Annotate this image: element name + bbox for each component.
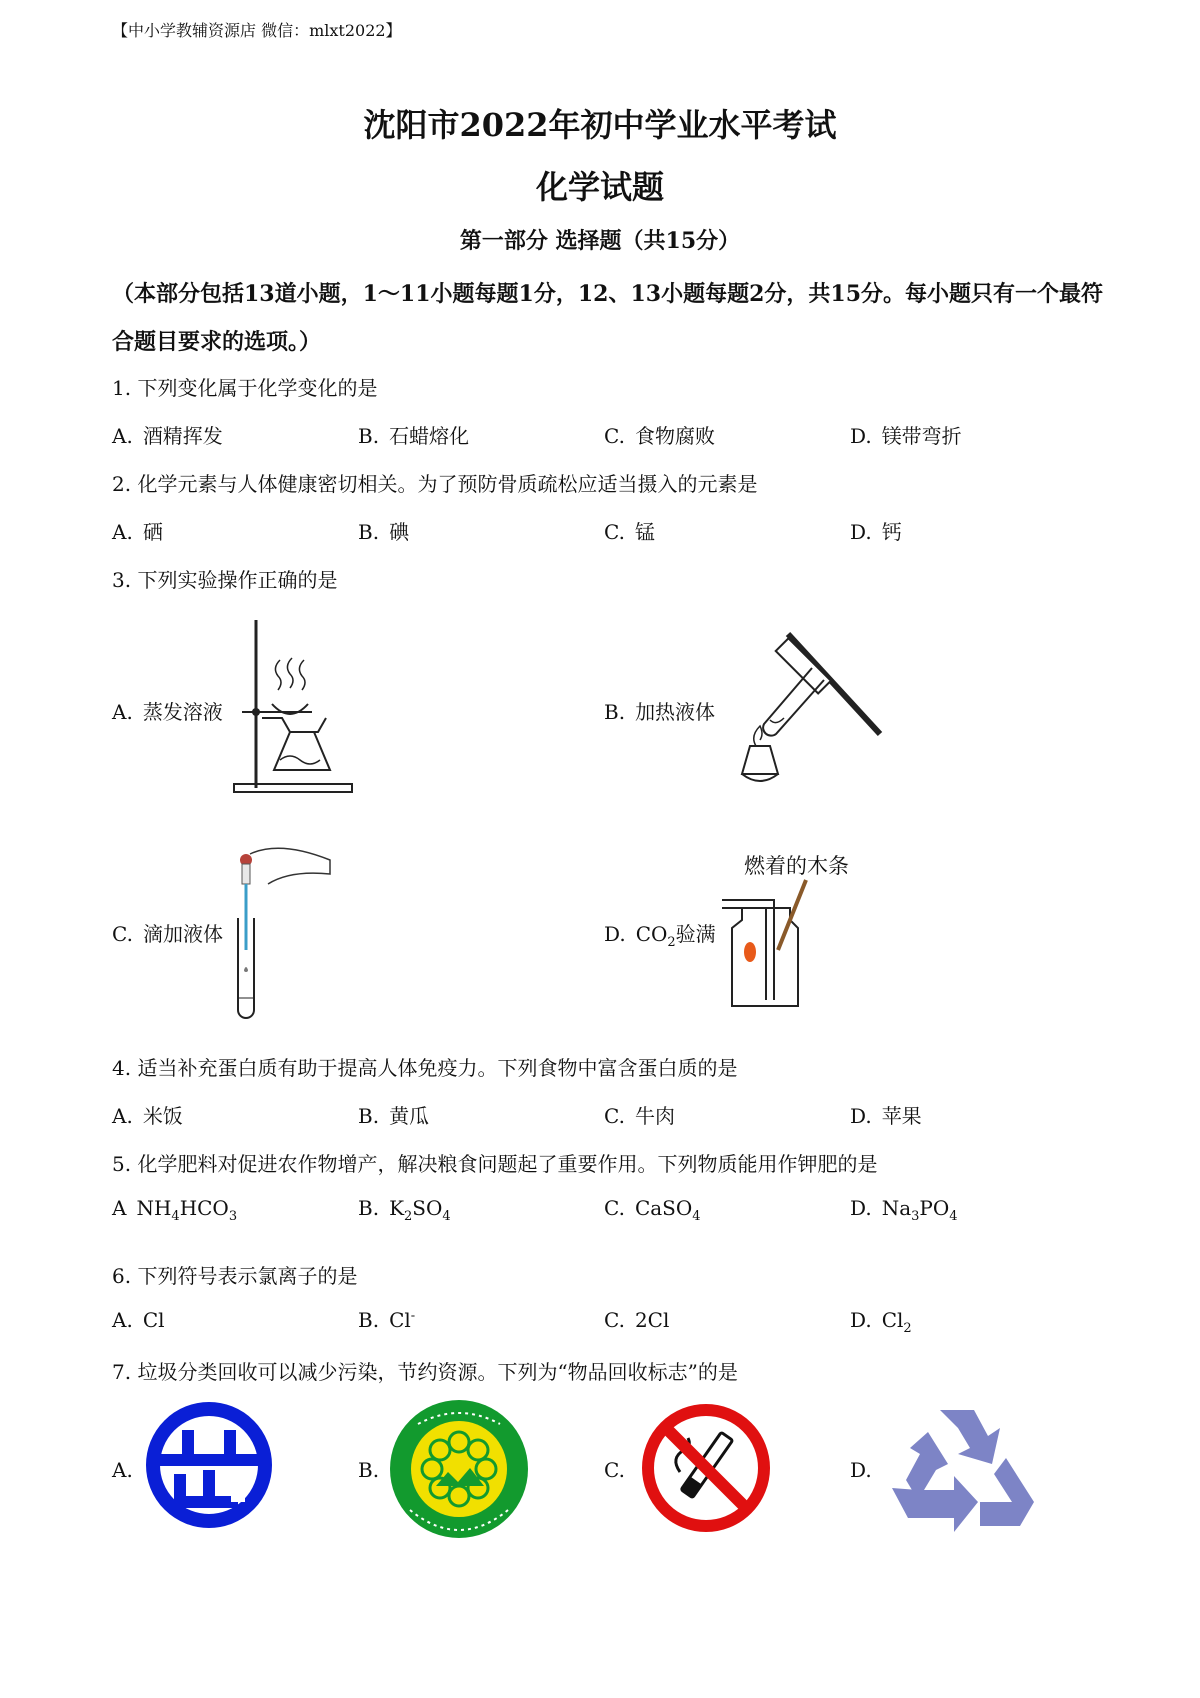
option-key: B.	[358, 520, 380, 544]
q4-option-b[interactable]	[358, 1100, 429, 1129]
recycle-icon[interactable]	[888, 1402, 1038, 1536]
subscript: 4	[171, 1209, 180, 1224]
option-key: B.	[604, 700, 626, 724]
dropper-test-tube-icon	[232, 842, 332, 1022]
china-environmental-label-icon[interactable]	[388, 1398, 530, 1540]
q1-option-c[interactable]	[604, 420, 715, 449]
option-text: 石蜡熔化	[389, 424, 470, 448]
evaporation-apparatus-icon	[232, 620, 362, 795]
subscript: 2	[903, 1321, 912, 1336]
header-note: 【中小学教辅资源店 微信：mlxt2022】	[112, 21, 402, 40]
q2-option-a[interactable]	[112, 516, 163, 545]
q5-option-b[interactable]	[358, 1196, 451, 1224]
question-7-stem: 7. 垃圾分类回收可以减少污染，节约资源。下列为“物品回收标志”的是	[112, 1360, 738, 1384]
option-text: Cl	[881, 1308, 904, 1332]
blue-circle-logo-icon[interactable]	[146, 1402, 272, 1528]
q2-option-c[interactable]	[604, 516, 655, 545]
part-title: 第一部分 选择题（共15分）	[459, 228, 741, 254]
q5-option-a[interactable]	[112, 1196, 237, 1224]
no-smoking-icon[interactable]	[640, 1402, 772, 1534]
subscript: 3	[911, 1209, 920, 1224]
option-key: C.	[604, 424, 625, 448]
formula-part: HCO	[179, 1196, 229, 1220]
option-key: A.	[112, 424, 133, 448]
q7-option-d-key[interactable]: D.	[850, 1458, 872, 1482]
option-text: Cl	[142, 1308, 165, 1332]
q2-option-d[interactable]	[850, 516, 902, 545]
q1-option-d[interactable]	[850, 420, 962, 449]
question-3-stem: 3. 下列实验操作正确的是	[112, 568, 338, 592]
option-text: CO	[635, 922, 668, 946]
option-key: A.	[112, 1308, 133, 1332]
subscript: 2	[667, 935, 676, 950]
q2-option-b[interactable]	[358, 516, 409, 545]
option-text: 锰	[634, 520, 655, 544]
question-1-stem: 1. 下列变化属于化学变化的是	[112, 376, 378, 400]
q4-option-a[interactable]	[112, 1100, 183, 1129]
option-text: 碘	[389, 520, 410, 544]
subject-title: 化学试题	[535, 168, 664, 206]
option-text: 镁带弯折	[881, 424, 962, 448]
heating-liquid-apparatus-icon	[724, 628, 894, 793]
q7-option-a-key[interactable]: A.	[112, 1458, 133, 1482]
q3-option-c[interactable]	[112, 918, 223, 947]
option-text: 黄瓜	[389, 1104, 430, 1128]
question-5-stem: 5. 化学肥料对促进农作物增产，解决粮食问题起了重要作用。下列物质能用作钾肥的是	[112, 1152, 878, 1176]
option-key: D.	[604, 922, 626, 946]
q6-option-c[interactable]	[604, 1308, 669, 1332]
superscript: -	[410, 1308, 416, 1324]
option-key: D.	[850, 424, 872, 448]
formula-part: Na	[881, 1196, 912, 1220]
question-4-stem: 4. 适当补充蛋白质有助于提高人体免疫力。下列食物中富含蛋白质的是	[112, 1056, 738, 1080]
q7-option-c-key[interactable]: C.	[604, 1458, 625, 1482]
formula-part: SO	[412, 1196, 443, 1220]
option-key: C.	[604, 1308, 625, 1332]
option-key: B.	[358, 1196, 380, 1220]
option-text: 牛肉	[634, 1104, 675, 1128]
option-key: C.	[604, 520, 625, 544]
option-text: 蒸发溶液	[142, 700, 223, 724]
formula-part: K	[389, 1196, 405, 1220]
option-key: C.	[604, 1104, 625, 1128]
option-key: A.	[112, 700, 133, 724]
option-text: 酒精挥发	[142, 424, 223, 448]
option-key: D.	[850, 1104, 872, 1128]
option-text: 滴加液体	[142, 922, 223, 946]
q6-option-d[interactable]	[850, 1308, 912, 1336]
q3-option-b[interactable]	[604, 696, 715, 725]
question-6-stem: 6. 下列符号表示氯离子的是	[112, 1264, 358, 1288]
option-key: B.	[358, 1308, 380, 1332]
subscript: 2	[404, 1209, 413, 1224]
q6-option-a[interactable]	[112, 1308, 165, 1332]
option-text: 钙	[881, 520, 902, 544]
q1-option-a[interactable]	[112, 420, 223, 449]
q4-option-c[interactable]	[604, 1100, 675, 1129]
co2-collection-bottle-icon	[718, 880, 828, 1010]
option-text: 硒	[142, 520, 163, 544]
q3-option-a[interactable]	[112, 696, 223, 725]
option-text: 食物腐败	[634, 424, 715, 448]
q1-option-b[interactable]	[358, 420, 469, 449]
subscript: 3	[228, 1209, 238, 1224]
subscript: 4	[949, 1209, 958, 1224]
option-key: D.	[850, 520, 872, 544]
option-key: A	[112, 1196, 127, 1220]
q3-option-d[interactable]	[604, 918, 716, 950]
option-key: B.	[358, 1104, 380, 1128]
formula-part: NH	[136, 1196, 172, 1220]
option-key: D.	[850, 1196, 872, 1220]
exam-title: 沈阳市2022年初中学业水平考试	[363, 106, 837, 144]
q4-option-d[interactable]	[850, 1100, 922, 1129]
formula-part: CaSO	[634, 1196, 693, 1220]
option-key: C.	[112, 922, 133, 946]
option-text: 米饭	[142, 1104, 183, 1128]
q6-option-b[interactable]	[358, 1308, 415, 1332]
instructions: （本部分包括13道小题，1～11小题每题1分，12、13小题每题2分，共15分。每小题只有一个最符合题目要求的选项。）	[112, 281, 1104, 355]
option-key: A.	[112, 1104, 133, 1128]
question-2-stem: 2. 化学元素与人体健康密切相关。为了预防骨质疏松应适当摄入的元素是	[112, 472, 758, 496]
subscript: 4	[692, 1209, 701, 1224]
formula-part: PO	[919, 1196, 950, 1220]
q7-option-b-key[interactable]: B.	[358, 1458, 380, 1482]
option-text-suffix: 验满	[675, 922, 716, 946]
subscript: 4	[442, 1209, 451, 1224]
q5-option-d[interactable]	[850, 1196, 958, 1224]
option-text: Cl	[389, 1308, 411, 1332]
option-key: C.	[604, 1196, 625, 1220]
option-text: 苹果	[881, 1104, 922, 1128]
option-text: 加热液体	[635, 700, 716, 724]
option-key: D.	[850, 1308, 872, 1332]
option-key: A.	[112, 520, 133, 544]
option-key: B.	[358, 424, 380, 448]
q5-option-c[interactable]	[604, 1196, 701, 1224]
option-text: 2Cl	[634, 1308, 670, 1332]
burning-stick-label: 燃着的木条	[744, 854, 849, 878]
